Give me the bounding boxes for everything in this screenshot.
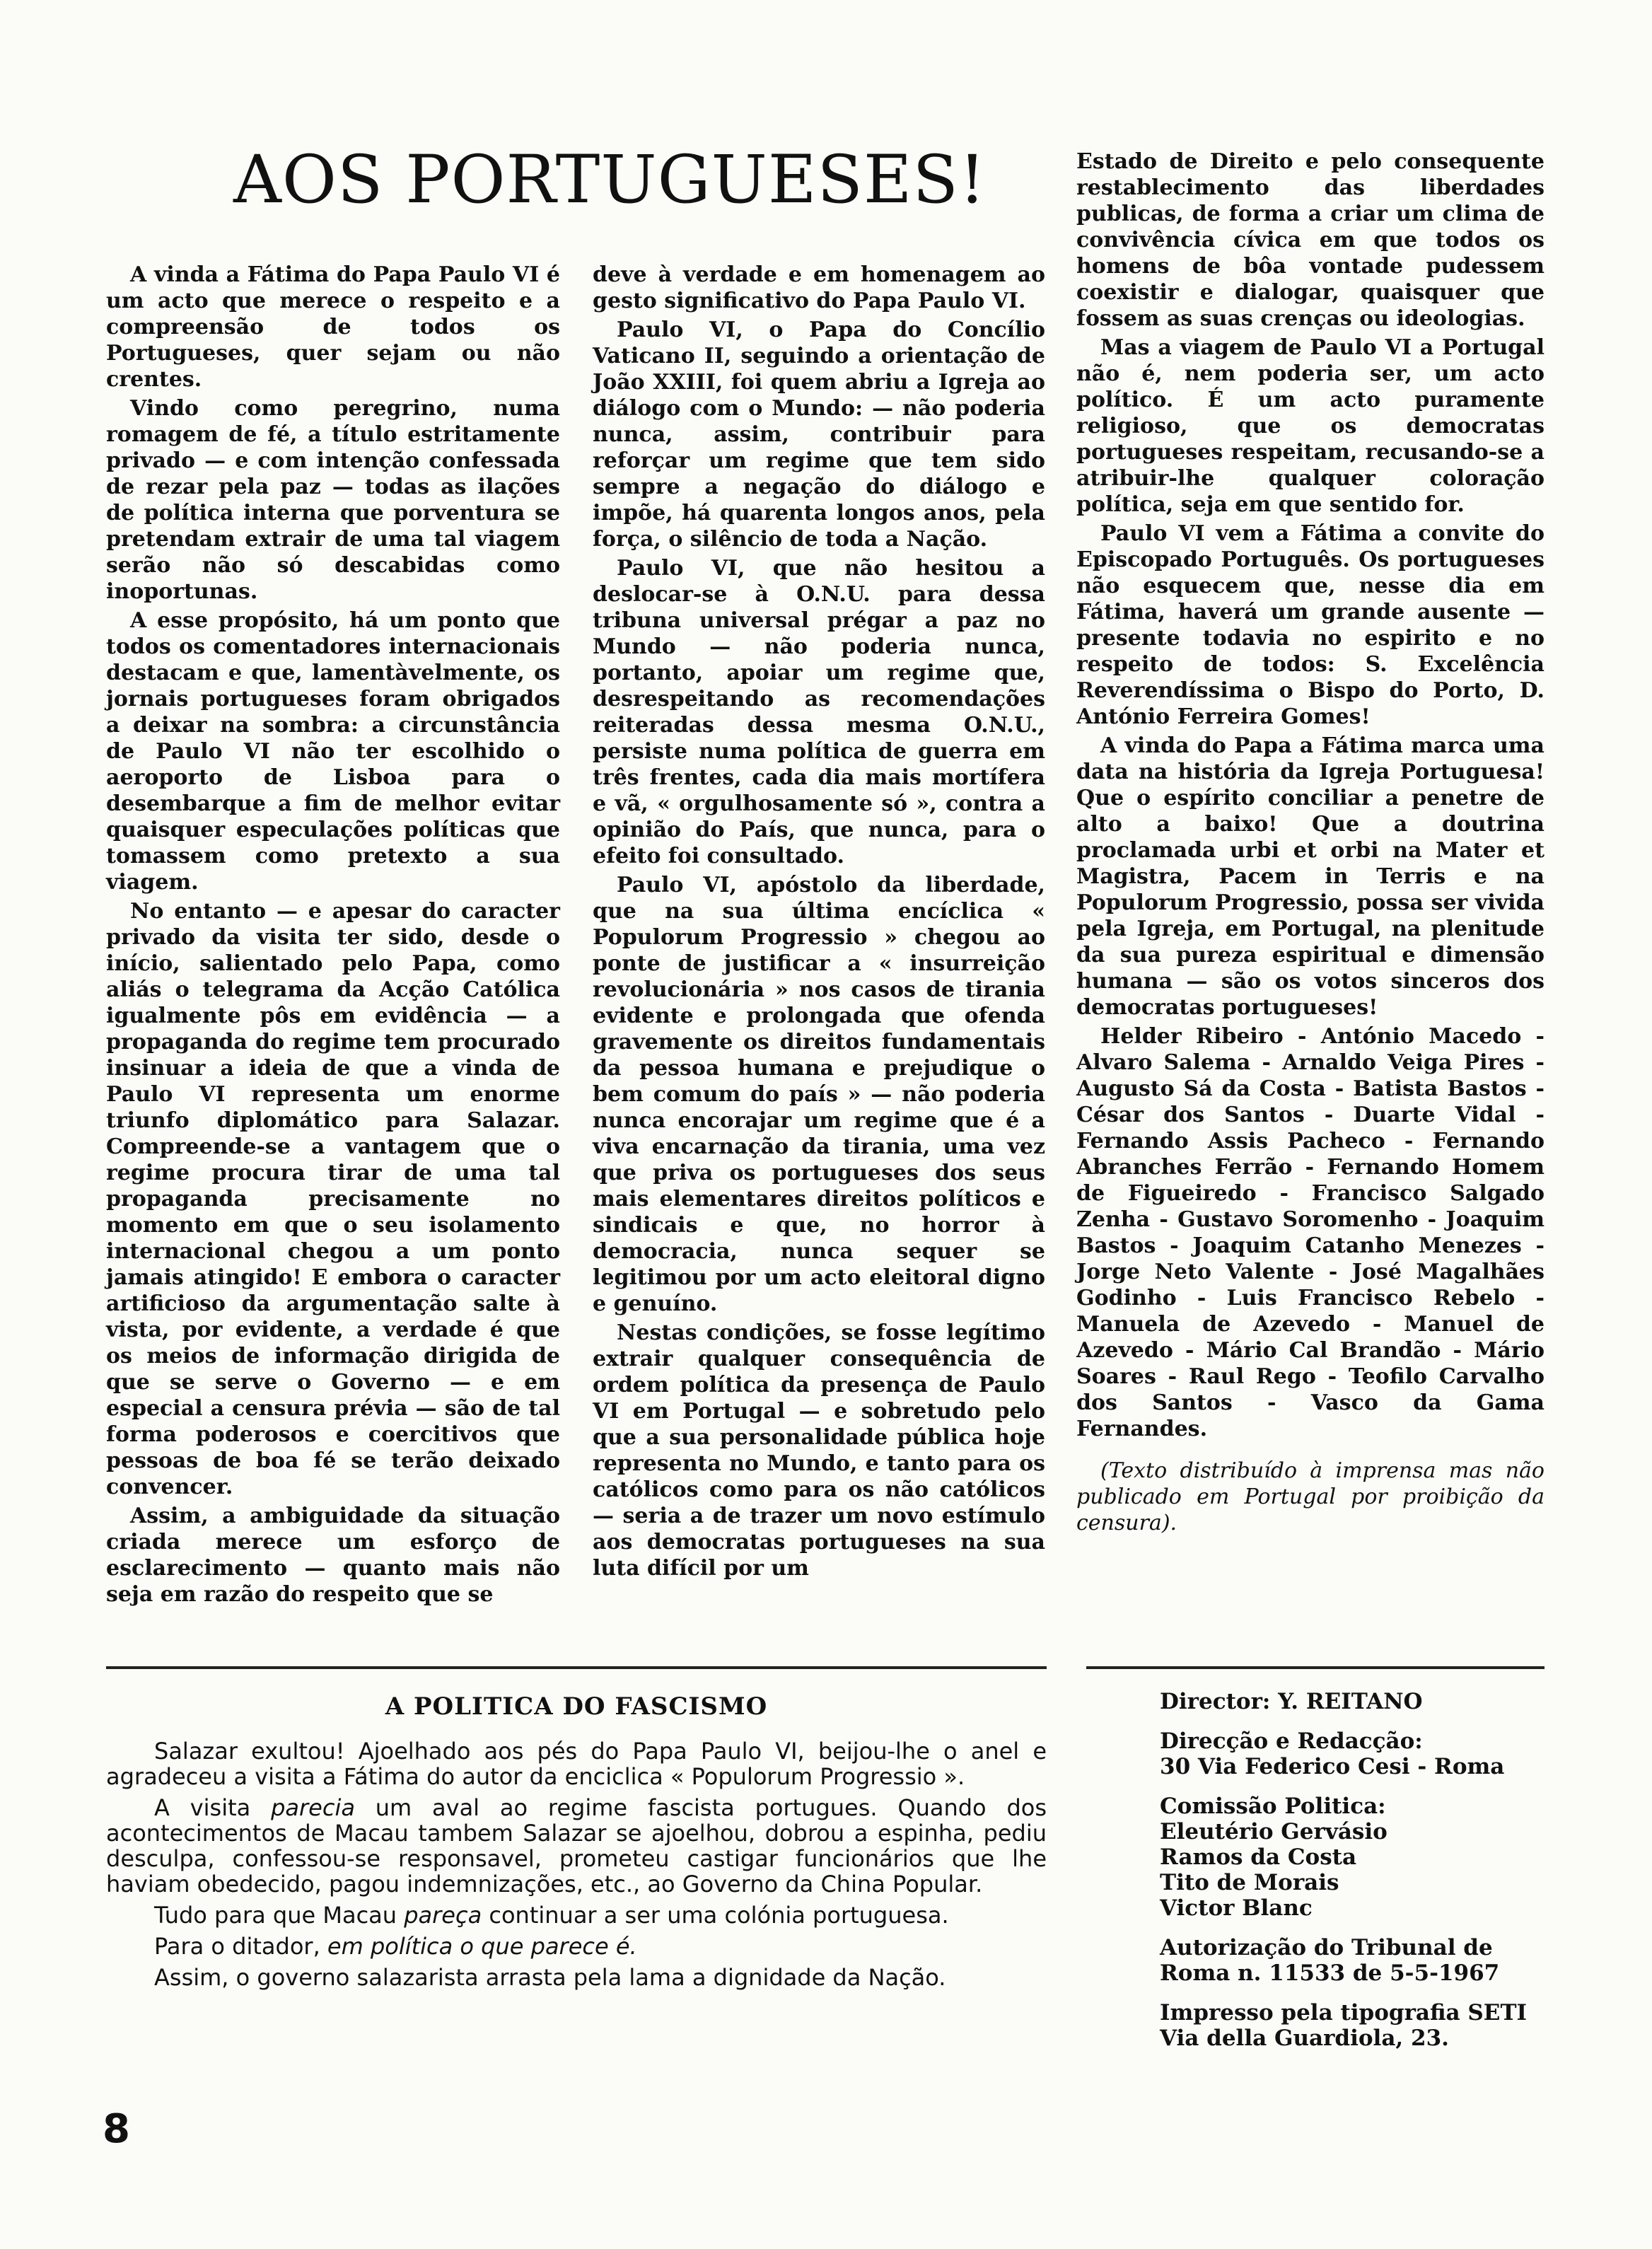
paragraph: deve à verdade e em homenagem ao gesto significativo do Papa Paulo VI. <box>593 262 1045 313</box>
paragraph: Assim, o governo salazarista arrasta pela lama a dignidade da Nação. <box>154 1964 946 1991</box>
paragraph: A vinda a Fátima do Papa Paulo VI é um acto que merece o respeito e a compreensão de todos os Portugueses, quer sejam ou não crentes. <box>106 262 560 392</box>
paragraph: A esse propósito, há um ponto que todos os comentadores internacionais destacam e que, lamentàvelmente, os jornais portugueses foram obrigados a deixar na sombra: a circunstância de Paulo VI não ter escolhido o aeroporto de Lisboa para o desembarque a fim de melhor evitar quaisquer especulações políticas que tomassem como pretexto a sua viagem. <box>106 608 560 895</box>
paragraph: Para o ditador, em política o que parece é. <box>154 1933 637 1960</box>
committee-member: Victor Blanc <box>1160 1895 1313 1921</box>
page-number: 8 <box>103 2106 130 2152</box>
paragraph: Paulo VI vem a Fátima a convite do Episcopado Português. Os portugueses não esquecem que, nesse dia em Fátima, haverá um grande ausente — presente todavia no espirito e no respeito de todos: S. Excelência Reverendíssima o Bispo do Porto, D. António Ferreira Gomes! <box>1076 521 1545 729</box>
authorization-line: Autorização do Tribunal de <box>1160 1935 1493 1960</box>
section-divider-left <box>106 1666 1047 1669</box>
article-column-1 <box>106 262 560 1610</box>
editorial-address-line: 30 Via Federico Cesi - Roma <box>1160 1754 1505 1779</box>
paragraph: No entanto — e apesar do caracter privado da visita ter sido, desde o início, salientado pelo Papa, como aliás o telegrama da Acção Católica igualmente pôs em evidência — a propaganda do regime tem procurado insinuar a ideia de que a vinda de Paulo VI representa um enorme triunfo diplomático para Salazar. Compreende-se a vantagem que o regime procura tirar de uma tal propaganda precisamente no momento em que o seu isolamento internacional chegou a um ponto jamais atingido! E embora o caracter artificioso da argumentação salte à vista, por evidente, a verdade é que os meios de informação dirigida de que se serve o Governo — e em especial a censura prévia — são de tal forma poderosos e coercitivos que pessoas de boa fé se terão deixado convencer. <box>106 899 560 1499</box>
paragraph: Paulo VI, o Papa do Concílio Vaticano II, seguindo a orientação de João XXIII, foi quem abriu a Igreja ao diálogo com o Mundo: — não poderia nunca, assim, contribuir para reforçar um regime que tem sido sempre a negação do diálogo e impõe, há quarenta longos anos, pela força, o silêncio de toda a Nação. <box>593 318 1045 552</box>
editorial-office-line: Direcção e Redacção: <box>1160 1728 1423 1754</box>
section-title: A POLITICA DO FASCISMO <box>385 1692 768 1721</box>
signatories-list: Helder Ribeiro - António Macedo - Alvaro Salema - Arnaldo Veiga Pires - Augusto Sá da Costa - Batista Bastos - César dos Santos - Duarte Vidal - Fernando Assis Pacheco - Fernando Abranches Ferrão - Fernando Homem de Figueiredo - Francisco Salgado Zenha - Gustavo Soromenho - Joaquim Bastos - Joaquim Catanho Menezes - Jorge Neto Valente - José Magalhães Godinho - Luis Francisco Rebelo - Manuela de Azevedo - Manuel de Azevedo - Mário Cal Brandão - Mário Soares - Raul Rego - Teofilo Carvalho dos Santos - Vasco da Gama Fernandes. <box>1076 1024 1545 1441</box>
paragraph: Paulo VI, apóstolo da liberdade, que na sua última encíclica « Populorum Progressio » chegou ao ponte de justificar a « insurreição revolucionária » nos casos de tirania evidente e prolongada que ofenda gravemente os direitos fundamentais da pessoa humana e prejudique o bem comum do país » — não poderia nunca encorajar um regime que é a viva encarnação da tirania, uma vez que priva os portugueses dos seus mais elementares direitos políticos e sindicais e que, no horror à democracia, nunca sequer se legitimou por um acto eleitoral digno e genuíno. <box>593 873 1045 1316</box>
paragraph: Paulo VI, que não hesitou a deslocar-se à O.N.U. para dessa tribuna universal prégar a paz no Mundo — não poderia nunca, portanto, apoiar um regime que, desrespeitando as recomendações reiteradas dessa mesma O.N.U., persiste numa política de guerra em três frentes, cada dia mais mortífera e vã, « orgulhosamente só », contra a opinião do País, que nunca, para o efeito foi consultado. <box>593 556 1045 868</box>
committee-member: Ramos da Costa <box>1160 1844 1357 1870</box>
committee-member: Eleutério Gervásio <box>1160 1819 1388 1844</box>
paragraph: Mas a viagem de Paulo VI a Portugal não é, nem poderia ser, um acto político. É um acto puramente religioso, que os democratas portugueses respeitam, recusando-se a atribuir-lhe qualquer coloração política, seja em que sentido for. <box>1076 335 1545 517</box>
paragraph: Salazar exultou! Ajoelhado aos pés do Papa Paulo VI, beijou-lhe o anel e agradeceu a visita a Fátima do autor da enciclica « Populorum Progressio ». <box>106 1738 1047 1790</box>
director-line: Director: Y. REITANO <box>1160 1689 1423 1714</box>
paragraph: Tudo para que Macau pareça continuar a ser uma colónia portuguesa. <box>154 1902 949 1929</box>
imprint-box <box>1160 1689 1556 2065</box>
page-title: AOS PORTUGUESES! <box>233 141 987 219</box>
article-column-3 <box>1076 149 1545 1539</box>
committee-title: Comissão Politica: <box>1160 1794 1386 1819</box>
committee-member: Tito de Morais <box>1160 1870 1339 1895</box>
paragraph: Nestas condições, se fosse legítimo extrair qualquer consequência de ordem política da presença de Paulo VI em Portugal — e sobretudo pelo que a sua personalidade pública hoje representa no Mundo, e tanto para os católicos como para os não católicos — seria a de trazer um novo estímulo aos democratas portugueses na sua luta difícil por um <box>593 1320 1045 1581</box>
authorization-number-line: Roma n. 11533 de 5-5-1967 <box>1160 1960 1500 1986</box>
paragraph: A visita parecia um aval ao regime fascista portugues. Quando dos acontecimentos de Macau tambem Salazar se ajoelhou, dobrou a espinha, pediu desculpa, confessou-se responsavel, prometeu castigar funcionários que lhe haviam obedecido, pagou indemnizações, etc., ao Governo da China Popular. <box>106 1794 1047 1898</box>
paragraph: Assim, a ambiguidade da situação criada merece um esforço de esclarecimento — quanto mais não seja em razão do respeito que se <box>106 1504 560 1607</box>
paragraph: Estado de Direito e pelo consequente restablecimento das liberdades publicas, de forma a criar um clima de convivência cívica em que todos os homens de bôa vontade pudessem coexistir e dialogar, quaisquer que fossem as suas crenças ou ideologias. <box>1076 149 1545 331</box>
paragraph: Vindo como peregrino, numa romagem de fé, a título estritamente privado — e com intenção confessada de rezar pela paz — todas as ilações de política interna que porventura se pretendam extrair de uma tal viagem serão não só descabidas como inoportunas. <box>106 396 560 604</box>
censorship-note: (Texto distribuído à imprensa mas não publicado em Portugal por proibição da censura). <box>1076 1458 1545 1535</box>
fascism-article <box>106 1738 1047 1996</box>
article-column-2 <box>593 262 1045 1584</box>
printer-address-line: Via della Guardiola, 23. <box>1160 2026 1449 2051</box>
section-divider-right <box>1086 1666 1545 1669</box>
printer-line: Impresso pela tipografia SETI <box>1160 2000 1528 2026</box>
paragraph: A vinda do Papa a Fátima marca uma data na história da Igreja Portuguesa! Que o espírito conciliar a penetre de alto a baixo! Que a doutrina proclamada urbi et orbi na Mater et Magistra, Pacem in Terris e na Populorum Progressio, possa ser vivida pela Igreja, em Portugal, na plenitude da sua pureza espiritual e dimensão humana — são os votos sinceros dos democratas portugueses! <box>1076 733 1545 1020</box>
